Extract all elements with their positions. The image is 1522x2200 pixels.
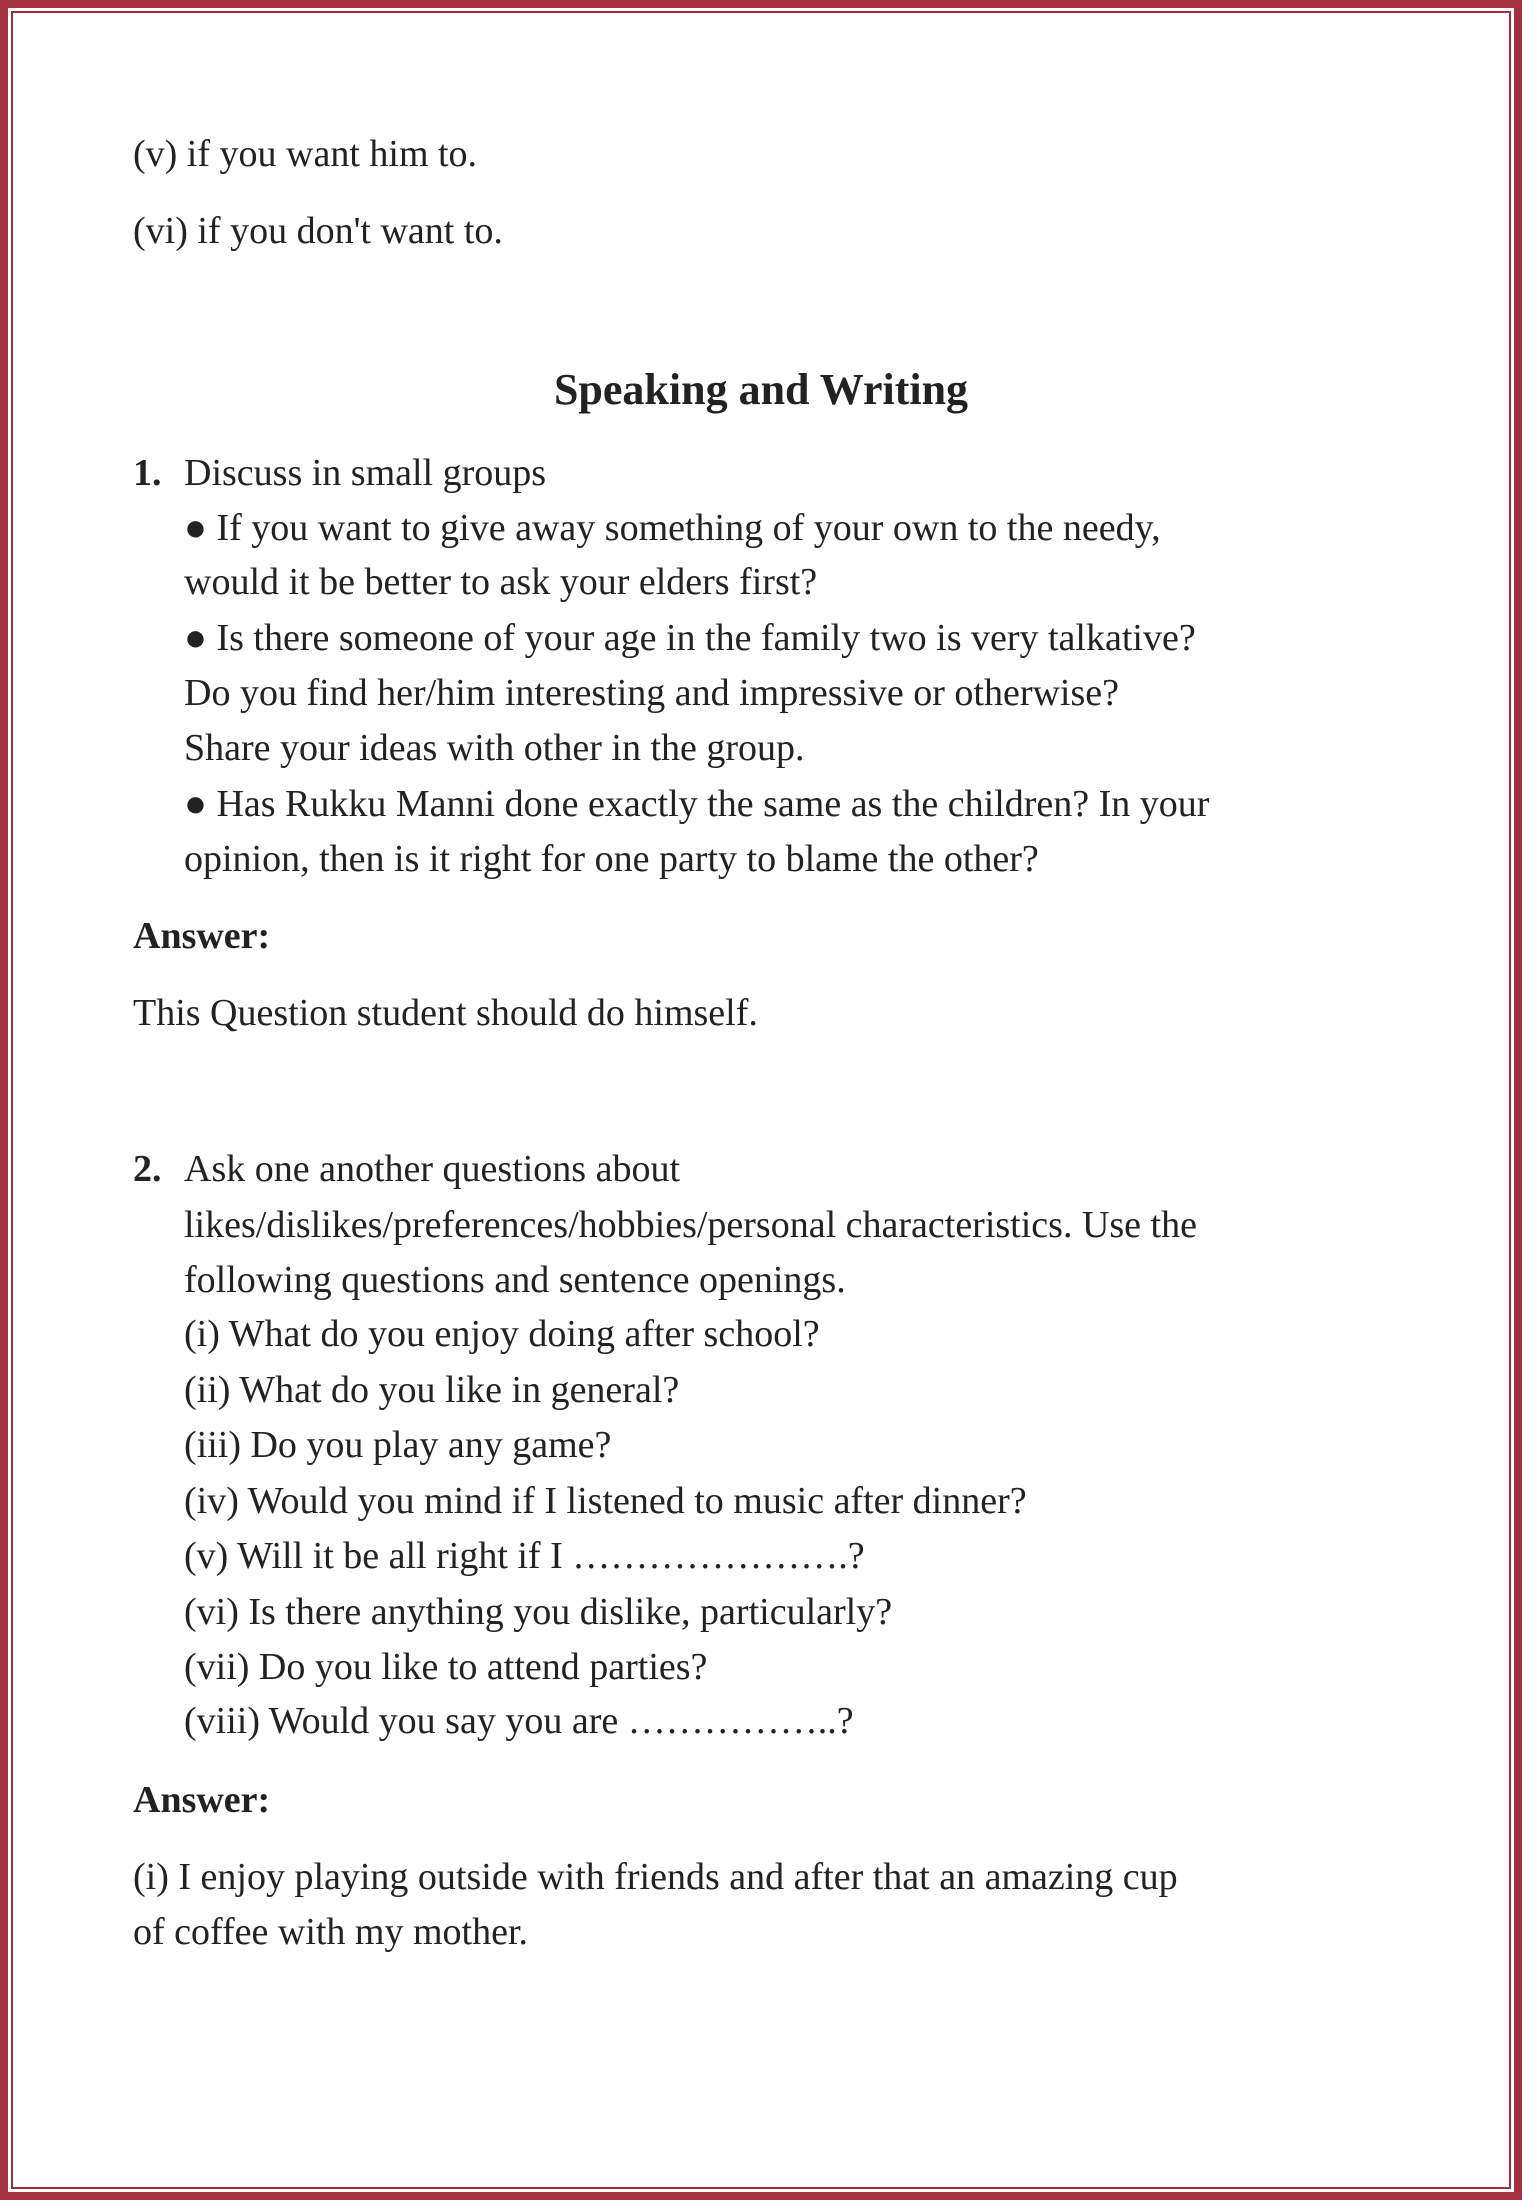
question-1-line: ● Has Rukku Manni done exactly the same as the children? In your xyxy=(184,783,1210,825)
question-2-line: (iv) Would you mind if I listened to music after dinner? xyxy=(184,1480,1027,1522)
question-2-line: (vi) Is there anything you dislike, particularly? xyxy=(184,1591,893,1633)
question-2-line: likes/dislikes/preferences/hobbies/personal characteristics. Use the xyxy=(184,1204,1197,1246)
question-1-line: opinion, then is it right for one party to blame the other? xyxy=(184,838,1039,880)
answer-1-label: Answer: xyxy=(133,915,271,957)
question-2-line: (iii) Do you play any game? xyxy=(184,1424,612,1466)
answer-2-label: Answer: xyxy=(133,1779,271,1821)
answer-1-text: This Question student should do himself. xyxy=(133,992,758,1034)
question-2-line: (ii) What do you like in general? xyxy=(184,1369,680,1411)
question-2-line: (vii) Do you like to attend parties? xyxy=(184,1646,708,1688)
prev-item-v: (v) if you want him to. xyxy=(133,133,478,175)
question-1-line: Share your ideas with other in the group. xyxy=(184,727,805,769)
question-2-line: following questions and sentence openings. xyxy=(184,1259,846,1301)
question-2-line: (v) Will it be all right if I ………………….? xyxy=(184,1535,865,1577)
question-2-line: Ask one another questions about xyxy=(184,1148,681,1190)
question-2-number: 2. xyxy=(133,1148,162,1190)
question-1-line: would it be better to ask your elders first? xyxy=(184,561,818,603)
prev-item-vi: (vi) if you don't want to. xyxy=(133,210,503,252)
question-1-line: Do you find her/him interesting and impressive or otherwise? xyxy=(184,672,1120,714)
question-1-line: Discuss in small groups xyxy=(184,452,547,494)
section-heading: Speaking and Writing xyxy=(553,365,969,414)
question-1-line: ● Is there someone of your age in the family two is very talkative? xyxy=(184,617,1196,659)
question-2-line: (i) What do you enjoy doing after school? xyxy=(184,1313,820,1355)
answer-2-line: (i) I enjoy playing outside with friends and after that an amazing cup xyxy=(133,1856,1178,1898)
question-1-number: 1. xyxy=(133,452,162,494)
question-1-line: ● If you want to give away something of your own to the needy, xyxy=(184,507,1161,549)
answer-2-line: of coffee with my mother. xyxy=(133,1911,529,1953)
question-2-line: (viii) Would you say you are ……………..? xyxy=(184,1700,854,1742)
